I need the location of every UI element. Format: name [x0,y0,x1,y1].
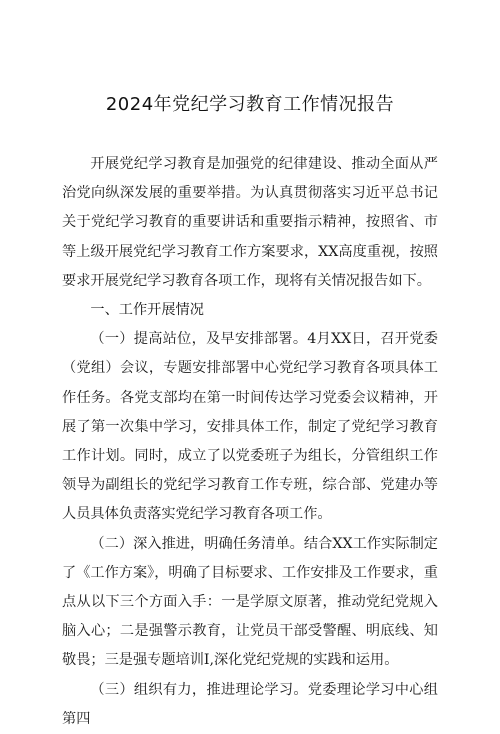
section-item-3: （三）组织有力，推进理论学习。党委理论学习中心组第四 [62,681,438,727]
section-item-2: （二）深入推进，明确任务清单。结合XX工作实际制定了《工作方案》，明确了目标要求、工作安排及工作要求，重点从以下三个方面入手：一是学原文原著，推动党纪党规入脑入心；二是强警示教育，让党员干部受警醒、明底线、知敬畏；三是强专题培训I,深化党纪党规的实践和运用。 [62,535,438,669]
section-heading: 一、工作开展情况 [90,302,204,319]
document-title: 2024年党纪学习教育工作情况报告 [105,94,395,115]
document-body [62,150,438,734]
intro-paragraph: 开展党纪学习教育是加强党的纪律建设、推动全面从严治党向纵深发展的重要举措。为认真贯彻落实习近平总书记关于党纪学习教育的重要讲话和重要指示精神，按照省、市等上级开展党纪学习教育工作方案要求，XX高度重视，按照要求开展党纪学习教育各项工作，现将有关情况报告如下。 [62,156,438,289]
section-item-1: （一）提高站位，及早安排部署。4月XX日，召开党委（党组）会议，专题安排部署中心党纪学习教育各项具体工作任务。各党支部均在第一时间传达学习党委会议精神，开展了第一次集中学习，安排具体工作，制定了党纪学习教育工作计划。同时，成立了以党委班子为组长，分管组织工作领导为副组长的党纪学习教育工作专班，综合部、党建办等人员具体负责落实党纪学习教育各项工作。 [62,331,438,523]
